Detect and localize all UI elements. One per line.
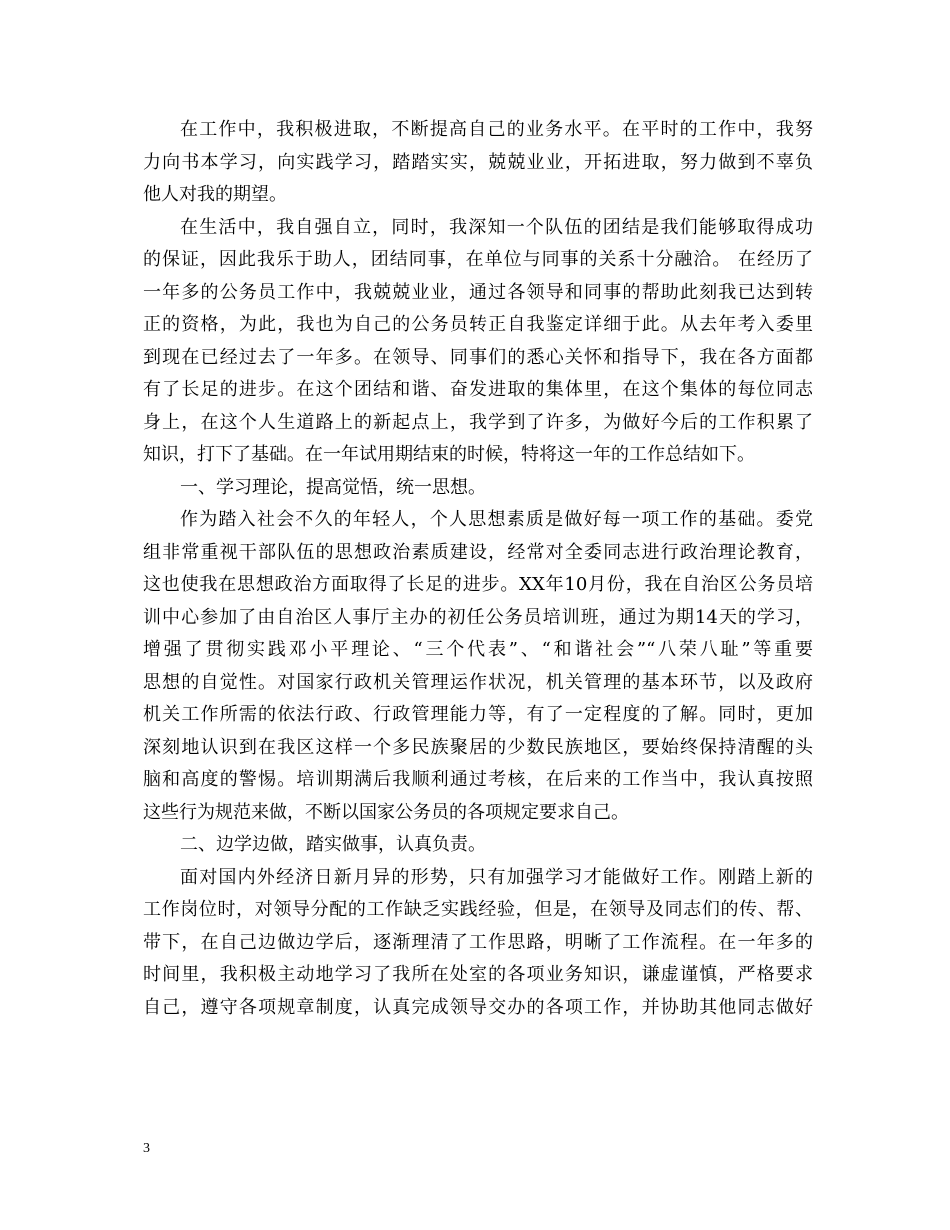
text-line: 组非常重视干部队伍的思想政治素质建设，经常对全委同志进行政治理论教育， (143, 541, 813, 563)
text-line: 身上，在这个人生道路上的新起点上，我学到了许多，为做好今后的工作积累了 (143, 411, 813, 433)
text-line: 工作岗位时，对领导分配的工作缺乏实践经验，但是，在领导及同志们的传、帮、 (143, 899, 813, 920)
text-line: 到现在已经过去了一年多。在领导、同事们的悉心关怀和指导下，我在各方面都 (143, 346, 813, 368)
text-line: 机关工作所需的依法行政、行政管理能力等，有了一定程度的了解。同时，更加 (143, 704, 813, 725)
text-line: 自己，遵守各项规章制度，认真完成领导交办的各项工作，并协助其他同志做好 (143, 996, 813, 1018)
text-line: 时间里，我积极主动地学习了我所在处室的各项业务知识，谦虚谨慎，严格要求 (143, 964, 813, 985)
text-line: 在工作中，我积极进取，不断提高自己的业务水平。在平时的工作中，我努 (180, 119, 813, 140)
text-line: 他人对我的期望。 (143, 184, 287, 205)
text-line: 面对国内外经济日新月异的形势，只有加强学习才能做好工作。刚踏上新的 (180, 866, 813, 888)
text-line: 在生活中，我自强自立，同时，我深知一个队伍的团结是我们能够取得成功 (180, 216, 813, 238)
text-line: 作为踏入社会不久的年轻人，个人思想素质是做好每一项工作的基础。委党 (180, 509, 813, 530)
text-line: 正的资格，为此，我也为自己的公务员转正自我鉴定详细于此。从去年考入委里 (143, 314, 813, 335)
section-heading: 一、学习理论，提高觉悟，统一思想。 (180, 476, 486, 498)
section-heading: 二、边学边做，踏实做事，认真负责。 (180, 834, 486, 855)
text-line: 一年多的公务员工作中，我兢兢业业，通过各领导和同事的帮助此刻我已达到转 (143, 281, 813, 303)
text-line: 脑和高度的警惕。培训期满后我顺利通过考核，在后来的工作当中，我认真按照 (143, 769, 813, 790)
text-line: 知识，打下了基础。在一年试用期结束的时候，特将这一年的工作总结如下。 (143, 444, 755, 465)
text-line: 带下，在自己边做边学后，逐渐理清了工作思路，明晰了工作流程。在一年多的 (143, 931, 813, 953)
text-line: 这也使我在思想政治方面取得了长足的进步。XX年10月份，我在自治区公务员培 (143, 574, 813, 595)
text-line: 深刻地认识到在我区这样一个多民族聚居的少数民族地区，要始终保持清醒的头 (143, 736, 813, 758)
body-text (143, 114, 813, 1024)
text-line: 思想的自觉性。对国家行政机关管理运作状况，机关管理的基本环节，以及政府 (143, 671, 813, 693)
text-line: 这些行为规范来做，不断以国家公务员的各项规定要求自己。 (143, 801, 629, 823)
text-line: 的保证，因此我乐于助人，团结同事，在单位与同事的关系十分融洽。 在经历了 (143, 249, 813, 270)
text-line: 力向书本学习，向实践学习，踏踏实实，兢兢业业，开拓进取，努力做到不辜负 (143, 151, 813, 173)
text-line: 训中心参加了由自治区人事厅主办的初任公务员培训班，通过为期14天的学习， (143, 606, 813, 628)
text-line: 有了长足的进步。在这个团结和谐、奋发进取的集体里，在这个集体的每位同志 (143, 379, 813, 400)
text-line: 增强了贯彻实践邓小平理论、“三个代表”、“和谐社会”“八荣八耻”等重要 (143, 639, 813, 660)
page-number: 3 (143, 1141, 150, 1156)
